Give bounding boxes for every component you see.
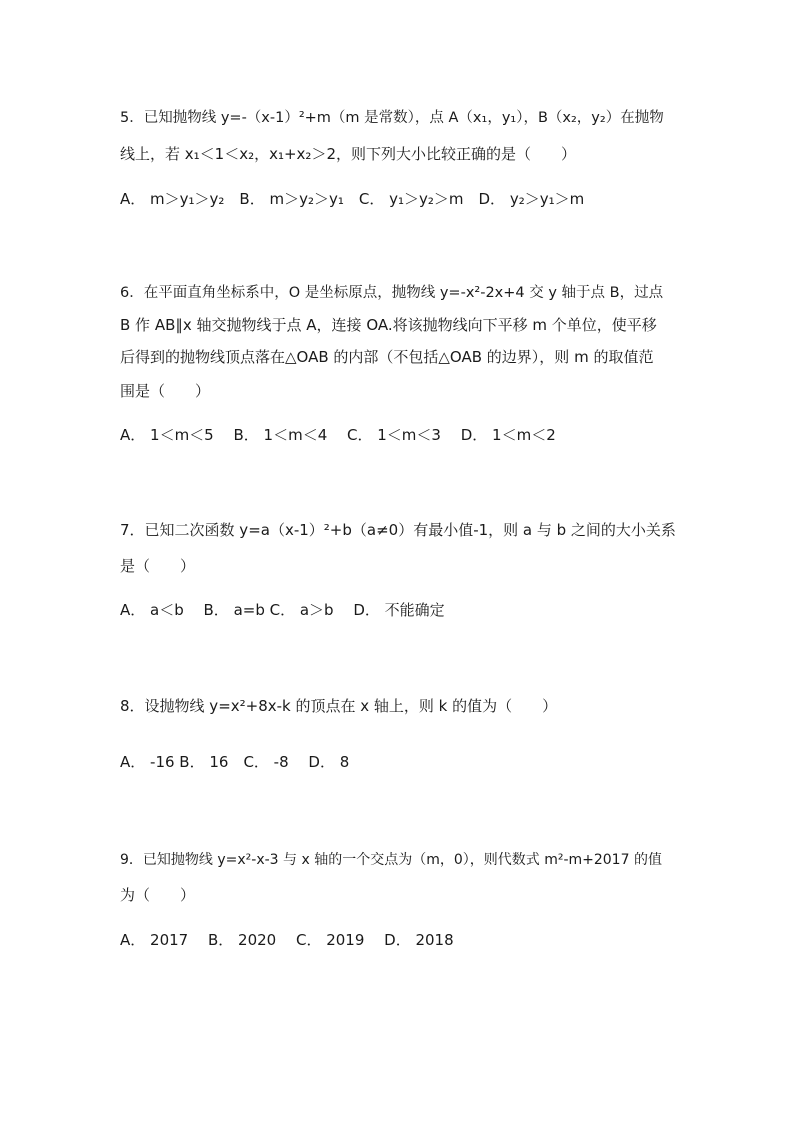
question-5-options: A． m＞y₁＞y₂ B． m＞y₂＞y₁ C． y₁＞y₂＞m D． y₂＞y₁＞m: [120, 190, 585, 208]
question-6-line-2: B 作 AB∥x 轴交抛物线于点 A，连接 OA.将该抛物线向下平移 m 个单位，使平移: [120, 316, 657, 334]
question-7-options: A． a＜b B． a=b C． a＞b D． 不能确定: [120, 601, 445, 619]
question-7-line-1: 7．已知二次函数 y=a（x-1）²+b（a≠0）有最小值-1，则 a 与 b 之间的大小关系: [120, 521, 676, 539]
question-5-line-2: 线上，若 x₁＜1＜x₂，x₁+x₂＞2，则下列大小比较正确的是（ ）: [120, 145, 576, 163]
question-6-line-4: 围是（ ）: [120, 382, 211, 400]
question-5-line-1: 5．已知抛物线 y=-（x-1）²+m（m 是常数），点 A（x₁，y₁），B（x₂，y₂）在抛物: [120, 110, 664, 126]
question-9-line-2: 为（ ）: [120, 886, 196, 904]
question-9-options: A． 2017 B． 2020 C． 2019 D． 2018: [120, 931, 454, 949]
question-9-line-1: 9．已知抛物线 y=x²-x-3 与 x 轴的一个交点为（m，0），则代数式 m²-m+2017 的值: [120, 852, 662, 868]
question-6-line-3: 后得到的抛物线顶点落在△OAB 的内部（不包括△OAB 的边界），则 m 的取值范: [120, 348, 654, 366]
question-7-line-2: 是（ ）: [120, 557, 196, 575]
question-6-line-1: 6．在平面直角坐标系中，O 是坐标原点，抛物线 y=-x²-2x+4 交 y 轴于点 B，过点: [120, 285, 664, 301]
question-8-options: A． -16 B． 16 C． -8 D． 8: [120, 753, 350, 771]
question-8-line-1: 8．设抛物线 y=x²+8x-k 的顶点在 x 轴上，则 k 的值为（ ）: [120, 697, 558, 715]
question-6-options: A． 1＜m＜5 B． 1＜m＜4 C． 1＜m＜3 D． 1＜m＜2: [120, 426, 556, 444]
